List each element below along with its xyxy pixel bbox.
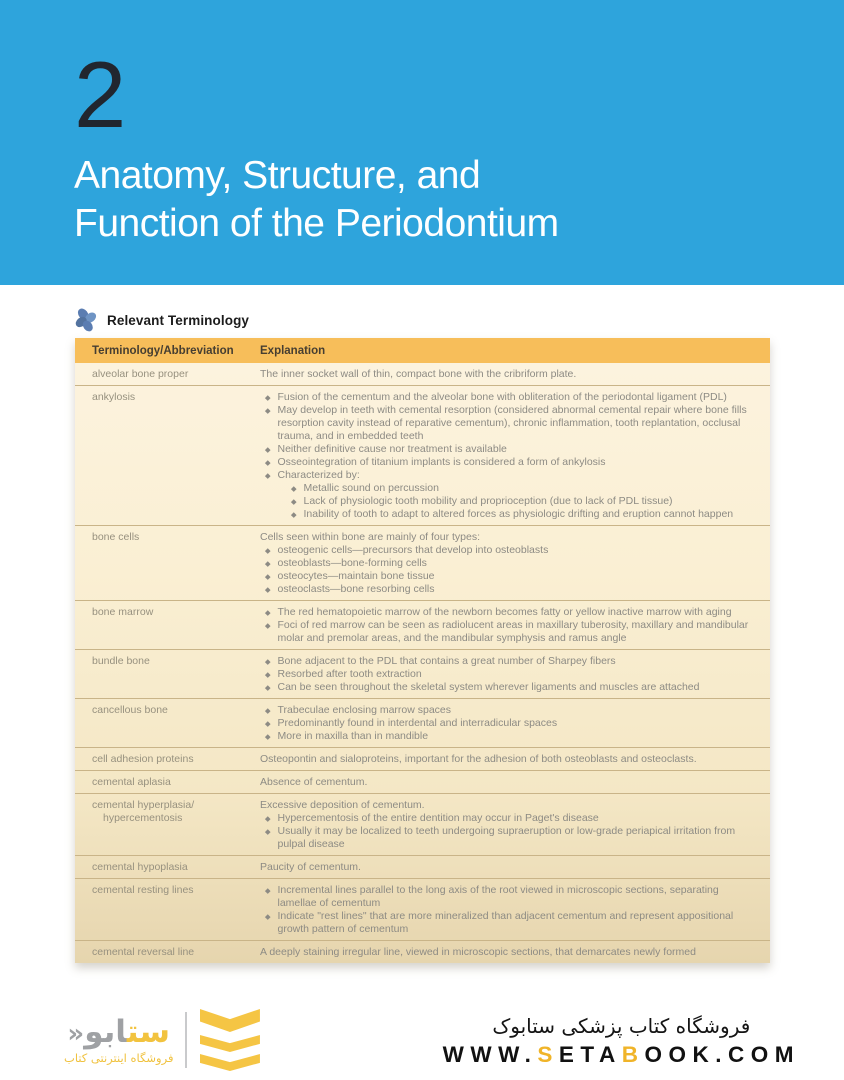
bullet-marker bbox=[265, 659, 270, 664]
sub-bullet-item bbox=[286, 495, 756, 508]
term-text: cemental hyperplasia/ bbox=[92, 799, 195, 811]
explanation-intro: Osteopontin and sialoproteins, important for the adhesion of both osteoblasts and osteoclasts. bbox=[260, 753, 697, 765]
chapter-title-line2: Function of the Periodontium bbox=[74, 201, 559, 245]
term-text: alveolar bone proper bbox=[92, 368, 189, 380]
bullet-item bbox=[260, 570, 756, 583]
bullet-text: Metallic sound on percussion bbox=[303, 482, 439, 494]
table-row bbox=[75, 601, 770, 650]
table-row bbox=[75, 879, 770, 941]
explanation-intro: A deeply staining irregular line, viewed in microscopic sections, that demarcates newly formed bbox=[260, 946, 696, 958]
bullet-item bbox=[260, 404, 756, 443]
explanation-cell bbox=[260, 531, 770, 596]
bullet-marker bbox=[265, 888, 270, 893]
term-text: cancellous bone bbox=[92, 704, 168, 716]
website-url bbox=[443, 1042, 800, 1068]
explanation-cell bbox=[260, 884, 770, 936]
logo-wordmark-yellow: ست bbox=[126, 1013, 171, 1050]
bullet-marker bbox=[265, 721, 270, 726]
logo-wordmark-gray: ابو bbox=[84, 1013, 127, 1050]
explanation-cell bbox=[260, 606, 770, 645]
term-cell bbox=[75, 753, 260, 766]
website-url-segment: S bbox=[537, 1041, 559, 1067]
bullet-item bbox=[260, 910, 756, 936]
term-text: cemental aplasia bbox=[92, 776, 171, 788]
bullet-marker bbox=[265, 395, 270, 400]
store-name-farsi: فروشگاه کتاب پزشکی ستابوک bbox=[492, 1013, 751, 1038]
bullet-marker bbox=[265, 829, 270, 834]
terminology-table bbox=[75, 338, 770, 963]
term-cell bbox=[75, 776, 260, 789]
bullet-text: osteoclasts—bone resorbing cells bbox=[277, 583, 435, 595]
term-cell bbox=[75, 391, 260, 521]
bullet-text: osteocytes—maintain bone tissue bbox=[277, 570, 435, 582]
section-heading-text: Relevant Terminology bbox=[107, 312, 250, 328]
term-cell bbox=[75, 368, 260, 381]
bullet-item bbox=[260, 681, 756, 694]
bullet-marker bbox=[265, 734, 270, 739]
term-text: cemental reversal line bbox=[92, 946, 195, 958]
term-text: cell adhesion proteins bbox=[92, 753, 194, 765]
bullet-marker bbox=[265, 574, 270, 579]
table-row bbox=[75, 363, 770, 386]
term-cell bbox=[75, 799, 260, 851]
bullet-item bbox=[260, 619, 756, 645]
footer bbox=[0, 1004, 844, 1080]
term-cell bbox=[75, 946, 260, 959]
logo-tagline: فروشگاه اینترنتی کتاب bbox=[64, 1051, 174, 1066]
table-row bbox=[75, 526, 770, 601]
bullet-marker bbox=[265, 460, 270, 465]
bullet-marker bbox=[265, 685, 270, 690]
term-cell bbox=[75, 704, 260, 743]
bullet-item bbox=[260, 443, 756, 456]
bullet-text: Characterized by: bbox=[277, 469, 360, 481]
sub-bullet-item bbox=[286, 508, 756, 521]
bullet-marker bbox=[265, 447, 270, 452]
section-heading bbox=[74, 307, 249, 333]
bullet-text: Neither definitive cause nor treatment is available bbox=[277, 443, 507, 455]
term-cell bbox=[75, 884, 260, 936]
bullet-text: Indicate "rest lines" that are more mineralized than adjacent cementum and represent appositional growth pattern of cementum bbox=[277, 910, 734, 935]
explanation-cell bbox=[260, 861, 770, 874]
explanation-cell bbox=[260, 753, 770, 766]
store-text-block bbox=[443, 1013, 800, 1068]
term-text: cemental resting lines bbox=[92, 884, 194, 896]
term-cell bbox=[75, 861, 260, 874]
bullet-item bbox=[260, 544, 756, 557]
bullet-text: Usually it may be localized to teeth undergoing supraeruption or low-grade periapical irritation from pulpal disease bbox=[277, 825, 736, 850]
bullet-item bbox=[260, 812, 756, 825]
table-row bbox=[75, 699, 770, 748]
bullet-text: Inability of tooth to adapt to altered forces as physiologic drifting and eruption cannot happen bbox=[303, 508, 734, 520]
chevron-band-1 bbox=[200, 1009, 260, 1033]
chapter-number: 2 bbox=[74, 42, 127, 147]
bullet-item bbox=[260, 469, 756, 482]
bullet-text: Foci of red marrow can be seen as radiolucent areas in maxillary tuberosity, maxillary and mandibular molar and premolar areas, and the mandibular symphysis and ramus angle bbox=[277, 619, 749, 644]
bullet-marker bbox=[265, 408, 270, 413]
term-text: bone cells bbox=[92, 531, 140, 543]
bullet-item bbox=[260, 825, 756, 851]
term-text: bundle bone bbox=[92, 655, 150, 667]
term-text-line2: hypercementosis bbox=[103, 812, 183, 824]
explanation-intro: Excessive deposition of cementum. bbox=[260, 799, 425, 811]
chapter-title bbox=[74, 152, 559, 247]
explanation-cell bbox=[260, 655, 770, 694]
explanation-cell bbox=[260, 776, 770, 789]
bullet-marker bbox=[265, 672, 270, 677]
term-text: cemental hypoplasia bbox=[92, 861, 188, 873]
bullet-text: Resorbed after tooth extraction bbox=[277, 668, 422, 680]
term-cell bbox=[75, 655, 260, 694]
website-url-segment: OOK.COM bbox=[644, 1041, 800, 1067]
table-row bbox=[75, 386, 770, 526]
bullet-item bbox=[260, 730, 756, 743]
chevron-band-2 bbox=[200, 1035, 260, 1052]
bullet-text: Osseointegration of titanium implants is considered a form of ankylosis bbox=[277, 456, 606, 468]
bullet-text: osteoblasts—bone-forming cells bbox=[277, 557, 427, 569]
bullet-text: Hypercementosis of the entire dentition may occur in Paget's disease bbox=[277, 812, 599, 824]
bullet-marker bbox=[291, 512, 296, 517]
table-row bbox=[75, 748, 770, 771]
table-row bbox=[75, 794, 770, 856]
term-cell bbox=[75, 606, 260, 645]
logo-divider bbox=[185, 1012, 187, 1068]
bullet-item bbox=[260, 717, 756, 730]
sub-bullet-item bbox=[286, 482, 756, 495]
bullet-item bbox=[260, 668, 756, 681]
bullet-item bbox=[260, 557, 756, 570]
explanation-cell bbox=[260, 704, 770, 743]
bullet-item bbox=[260, 391, 756, 404]
chevron-emblem-icon bbox=[199, 1009, 261, 1071]
column-header-explanation: Explanation bbox=[260, 344, 326, 357]
bullet-item bbox=[260, 456, 756, 469]
logo-wordmark bbox=[67, 1015, 170, 1049]
website-url-segment: ETA bbox=[558, 1041, 622, 1067]
table-row bbox=[75, 650, 770, 699]
bullet-item bbox=[260, 704, 756, 717]
chevron-band-3 bbox=[200, 1054, 260, 1071]
bullet-item bbox=[260, 884, 756, 910]
explanation-cell bbox=[260, 946, 770, 959]
logo-guillemet-icon: « bbox=[67, 1018, 85, 1049]
bullet-text: Bone adjacent to the PDL that contains a great number of Sharpey fibers bbox=[277, 655, 616, 667]
bullet-text: osteogenic cells—precursors that develop into osteoblasts bbox=[277, 544, 549, 556]
bullet-marker bbox=[265, 623, 270, 628]
explanation-intro: Cells seen within bone are mainly of four types: bbox=[260, 531, 481, 543]
flower-icon bbox=[74, 307, 98, 333]
bullet-marker bbox=[265, 473, 270, 478]
table-row bbox=[75, 941, 770, 963]
table-row bbox=[75, 771, 770, 794]
bullet-item bbox=[260, 655, 756, 668]
bullet-text: More in maxilla than in mandible bbox=[277, 730, 429, 742]
explanation-cell bbox=[260, 391, 770, 521]
bullet-text: Fusion of the cementum and the alveolar bone with obliteration of the periodontal ligament (PDL) bbox=[277, 391, 727, 403]
bullet-marker bbox=[265, 548, 270, 553]
chapter-title-line1: Anatomy, Structure, and bbox=[74, 154, 481, 197]
bullet-text: Lack of physiologic tooth mobility and proprioception (due to lack of PDL tissue) bbox=[303, 495, 673, 507]
website-url-segment: WWW. bbox=[442, 1041, 538, 1067]
term-cell bbox=[75, 531, 260, 596]
logo-wordmark-block bbox=[64, 1015, 173, 1065]
term-text: bone marrow bbox=[92, 606, 154, 618]
bullet-marker bbox=[265, 610, 270, 615]
column-header-terminology: Terminology/Abbreviation bbox=[92, 344, 234, 357]
table-body bbox=[75, 363, 770, 963]
explanation-cell bbox=[260, 799, 770, 851]
bullet-item bbox=[260, 606, 756, 619]
explanation-intro: Absence of cementum. bbox=[260, 776, 368, 788]
bullet-marker bbox=[265, 587, 270, 592]
bullet-marker bbox=[265, 816, 270, 821]
explanation-cell bbox=[260, 368, 770, 381]
chapter-banner bbox=[0, 0, 844, 285]
bullet-text: May develop in teeth with cemental resorption (considered abnormal cemental repair where bone fills resorption cavity instead of reparative cementum), chronic inflammation, tooth replantation, occlusal trauma, and in embedded teeth bbox=[277, 404, 747, 442]
bullet-marker bbox=[265, 561, 270, 566]
bullet-text: The red hematopoietic marrow of the newborn becomes fatty or yellow inactive marrow with aging bbox=[277, 606, 732, 618]
bullet-text: Incremental lines parallel to the long axis of the root viewed in microscopic sections, separating lamellae of cementum bbox=[277, 884, 719, 909]
bullet-marker bbox=[291, 486, 296, 491]
table-header-row bbox=[75, 338, 770, 363]
bullet-text: Trabeculae enclosing marrow spaces bbox=[277, 704, 452, 716]
term-text: ankylosis bbox=[92, 391, 136, 403]
bullet-marker bbox=[265, 914, 270, 919]
bullet-marker bbox=[265, 708, 270, 713]
explanation-intro: The inner socket wall of thin, compact bone with the cribriform plate. bbox=[260, 368, 577, 380]
table-row bbox=[75, 856, 770, 879]
bullet-item bbox=[260, 583, 756, 596]
bullet-text: Can be seen throughout the skeletal system wherever ligaments and muscles are attached bbox=[277, 681, 700, 693]
website-url-segment: B bbox=[621, 1041, 645, 1067]
setabook-logo bbox=[64, 1009, 261, 1071]
explanation-intro: Paucity of cementum. bbox=[260, 861, 361, 873]
bullet-text: Predominantly found in interdental and interradicular spaces bbox=[277, 717, 558, 729]
bullet-marker bbox=[291, 499, 296, 504]
